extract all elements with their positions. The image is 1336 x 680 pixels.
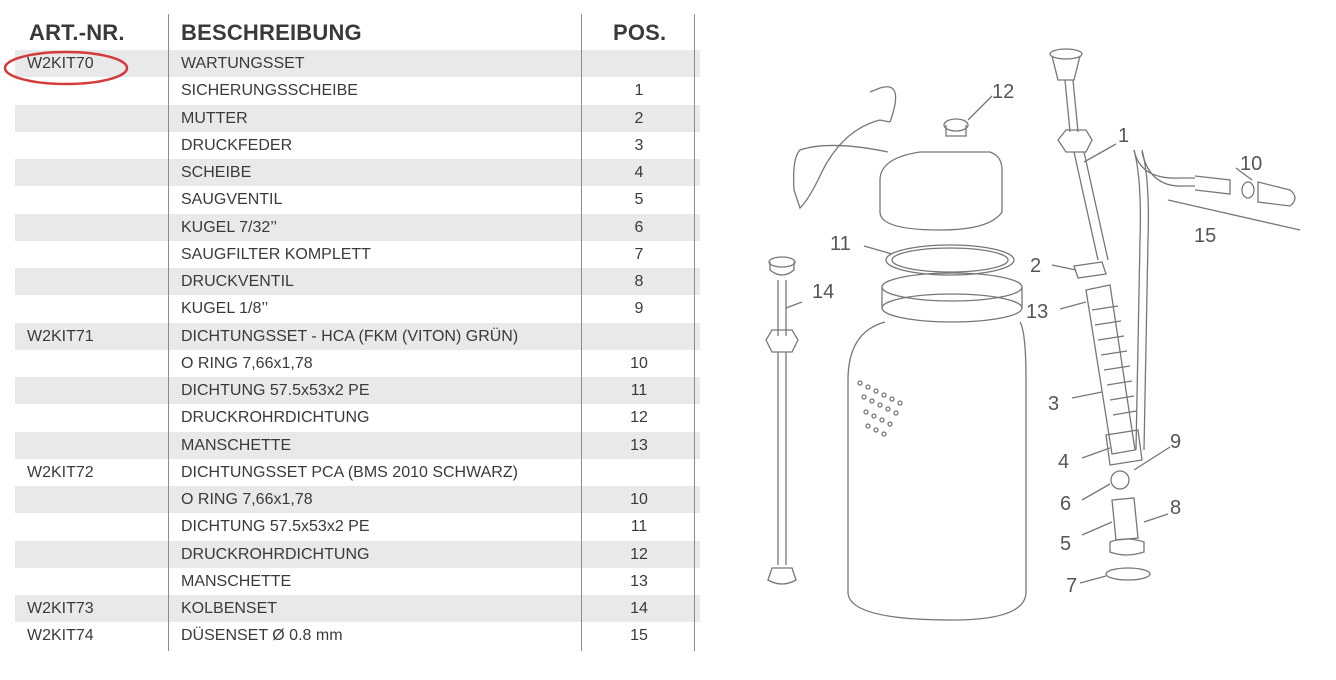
table-row bbox=[15, 350, 700, 377]
table-row bbox=[15, 268, 700, 295]
table-header bbox=[15, 14, 700, 50]
table-row bbox=[15, 295, 700, 322]
pos-cell: 9 bbox=[634, 300, 644, 318]
description-cell: DRUCKVENTIL bbox=[181, 273, 294, 290]
callout-13: 13 bbox=[1026, 301, 1049, 323]
parts-table bbox=[15, 14, 700, 650]
table-row bbox=[15, 513, 700, 540]
table-row bbox=[15, 241, 700, 268]
description-cell: SAUGFILTER KOMPLETT bbox=[181, 245, 371, 263]
description-cell: SICHERUNGSSCHEIBE bbox=[181, 82, 358, 100]
table-body bbox=[15, 50, 700, 650]
table-row bbox=[15, 105, 700, 132]
description-cell: DÜSENSET Ø 0.8 mm bbox=[181, 627, 343, 645]
description-cell: MUTTER bbox=[181, 109, 248, 127]
art-nr-cell: W2KIT73 bbox=[27, 600, 94, 617]
description-cell: DRUCKFEDER bbox=[181, 136, 293, 154]
description-cell: DRUCKROHRDICHTUNG bbox=[181, 545, 370, 563]
description-cell: MANSCHETTE bbox=[181, 436, 292, 454]
callout-11: 11 bbox=[830, 233, 851, 255]
tank-body-part bbox=[848, 273, 1026, 620]
header-art-nr: ART.-NR. bbox=[29, 20, 125, 45]
pos-cell: 6 bbox=[634, 218, 644, 236]
exploded-view-diagram bbox=[740, 40, 1320, 640]
piston-rod-part bbox=[766, 257, 798, 584]
description-cell: WARTUNGSSET bbox=[181, 55, 305, 72]
pos-cell: 10 bbox=[630, 491, 648, 508]
callout-4: 4 bbox=[1058, 451, 1070, 473]
gasket-ring-part bbox=[886, 245, 1014, 275]
table-row bbox=[15, 541, 700, 568]
tank-dots bbox=[858, 381, 902, 436]
description-cell: KUGEL 1/8’’ bbox=[181, 300, 269, 318]
table-row bbox=[15, 432, 700, 459]
header-description: BESCHREIBUNG bbox=[181, 20, 362, 45]
description-cell: KOLBENSET bbox=[181, 600, 278, 617]
pos-cell: 13 bbox=[630, 436, 648, 454]
table-row bbox=[15, 377, 700, 404]
table-row bbox=[15, 323, 700, 350]
pos-cell: 15 bbox=[630, 627, 648, 645]
table-row bbox=[15, 486, 700, 513]
table-row bbox=[15, 404, 700, 431]
description-cell: O RING 7,66x1,78 bbox=[181, 491, 313, 508]
callout-7: 7 bbox=[1066, 575, 1078, 597]
description-cell: DRUCKROHRDICHTUNG bbox=[181, 409, 370, 427]
table-row bbox=[15, 622, 700, 649]
table-row bbox=[15, 132, 700, 159]
table-row bbox=[15, 595, 700, 622]
table-row bbox=[15, 159, 700, 186]
table-row bbox=[15, 459, 700, 486]
description-cell: MANSCHETTE bbox=[181, 572, 292, 590]
highlight-ellipse bbox=[5, 52, 127, 84]
callout-14: 14 bbox=[812, 281, 835, 303]
callout-2: 2 bbox=[1030, 255, 1042, 277]
pos-cell: 4 bbox=[634, 164, 644, 181]
description-cell: DICHTUNG 57.5x53x2 PE bbox=[181, 382, 370, 399]
callout-10: 10 bbox=[1240, 153, 1263, 175]
callout-3: 3 bbox=[1048, 393, 1060, 415]
callout-9: 9 bbox=[1170, 431, 1182, 453]
leader-lines bbox=[786, 96, 1252, 583]
description-cell: DICHTUNGSSET - HCA (FKM (VITON) GRÜN) bbox=[181, 327, 519, 345]
callout-8: 8 bbox=[1170, 497, 1182, 519]
column-divider bbox=[168, 14, 169, 651]
pos-cell: 1 bbox=[634, 82, 644, 100]
art-nr-cell: W2KIT70 bbox=[27, 55, 94, 72]
description-cell: O RING 7,66x1,78 bbox=[181, 354, 313, 372]
callout-1: 1 bbox=[1118, 125, 1130, 147]
description-cell: SCHEIBE bbox=[181, 164, 252, 181]
pump-cap-part bbox=[794, 87, 1002, 230]
callout-6: 6 bbox=[1060, 493, 1072, 515]
pos-cell: 7 bbox=[634, 245, 644, 263]
art-nr-cell: W2KIT74 bbox=[27, 627, 94, 645]
art-nr-cell: W2KIT71 bbox=[27, 327, 94, 345]
highlight-oval bbox=[2, 49, 130, 87]
table-row bbox=[15, 568, 700, 595]
pos-cell: 12 bbox=[630, 409, 648, 427]
pos-cell: 10 bbox=[630, 354, 648, 372]
pos-cell: 2 bbox=[634, 109, 644, 127]
header-pos: POS. bbox=[613, 20, 667, 45]
table-row bbox=[15, 214, 700, 241]
pos-cell: 11 bbox=[630, 382, 648, 399]
pos-cell: 3 bbox=[634, 136, 644, 154]
pos-cell: 12 bbox=[630, 545, 648, 563]
callout-15: 15 bbox=[1194, 225, 1217, 247]
pos-cell: 13 bbox=[630, 572, 648, 590]
callout-12: 12 bbox=[992, 81, 1015, 103]
table-row bbox=[15, 186, 700, 213]
art-nr-cell: W2KIT72 bbox=[27, 463, 94, 481]
pos-cell: 14 bbox=[630, 600, 648, 617]
pos-cell: 5 bbox=[634, 191, 644, 209]
column-divider bbox=[694, 14, 695, 651]
description-cell: KUGEL 7/32’’ bbox=[181, 218, 278, 236]
callout-5: 5 bbox=[1060, 533, 1072, 555]
column-divider bbox=[581, 14, 582, 651]
pos-cell: 8 bbox=[634, 273, 644, 290]
description-cell: SAUGVENTIL bbox=[181, 191, 283, 209]
description-cell: DICHTUNGSSET PCA (BMS 2010 SCHWARZ) bbox=[181, 463, 518, 481]
description-cell: DICHTUNG 57.5x53x2 PE bbox=[181, 518, 370, 536]
pos-cell: 11 bbox=[630, 518, 648, 536]
